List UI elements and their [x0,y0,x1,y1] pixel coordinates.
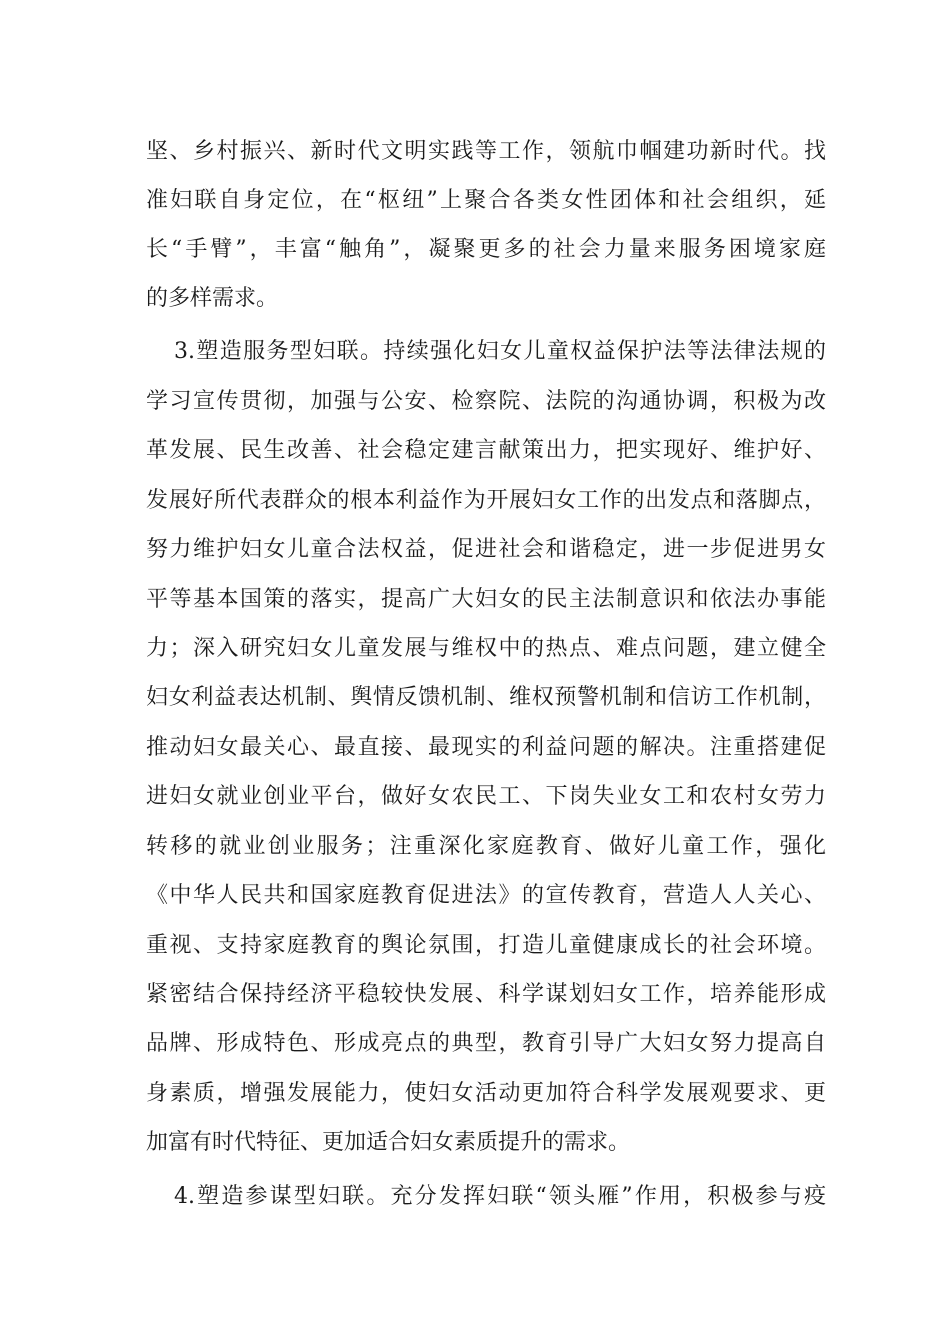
paragraph-line: 力；深入研究妇女儿童发展与维权中的热点、难点问题，建立健全 [146,636,826,661]
paragraph-line: 坚、乡村振兴、新时代文明实践等工作，领航巾帼建功新时代。找 [146,139,826,164]
paragraph-line: 进妇女就业创业平台，做好女农民工、下岗失业女工和农村女劳力 [146,784,826,809]
paragraph-line: 推动妇女最关心、最直接、最现实的利益问题的解决。注重搭建促 [146,735,826,760]
paragraph-line: 紧密结合保持经济平稳较快发展、科学谋划妇女工作，培养能形成 [146,982,826,1007]
paragraph-line: 身素质，增强发展能力，使妇女活动更加符合科学发展观要求、更 [146,1081,826,1106]
paragraph-line: 重视、支持家庭教育的舆论氛围，打造儿童健康成长的社会环境。 [146,933,826,958]
paragraph-line: 革发展、民生改善、社会稳定建言献策出力，把实现好、维护好、 [146,438,826,463]
paragraph-line: 《中华人民共和国家庭教育促进法》的宣传教育，营造人人关心、 [146,883,826,908]
paragraph-line: 准妇联自身定位，在“枢纽”上聚合各类女性团体和社会组织，延 [146,188,826,213]
paragraph-line: 学习宣传贯彻，加强与公安、检察院、法院的沟通协调，积极为改 [146,389,826,414]
paragraph-line: 转移的就业创业服务；注重深化家庭教育、做好儿童工作，强化 [146,834,826,859]
paragraph-line: 加富有时代特征、更加适合妇女素质提升的需求。 [146,1130,631,1155]
paragraph-heading-line: 3.塑造服务型妇联。持续强化妇女儿童权益保护法等法律法规的 [174,339,826,364]
paragraph-line: 发展好所代表群众的根本利益作为开展妇女工作的出发点和落脚点， [146,488,826,513]
paragraph-line: 妇女利益表达机制、舆情反馈机制、维权预警机制和信访工作机制， [146,685,826,710]
paragraph-line: 平等基本国策的落实，提高广大妇女的民主法制意识和依法办事能 [146,587,826,612]
paragraph-line: 努力维护妇女儿童合法权益，促进社会和谐稳定，进一步促进男女 [146,537,826,562]
paragraph-line: 品牌、形成特色、形成亮点的典型，教育引导广大妇女努力提高自 [146,1031,826,1056]
paragraph-heading-line: 4.塑造参谋型妇联。充分发挥妇联“领头雁”作用，积极参与疫 [174,1184,826,1209]
paragraph-line: 长“手臂”，丰富“触角”，凝聚更多的社会力量来服务困境家庭 [146,237,826,262]
paragraph-line: 的多样需求。 [146,286,279,311]
